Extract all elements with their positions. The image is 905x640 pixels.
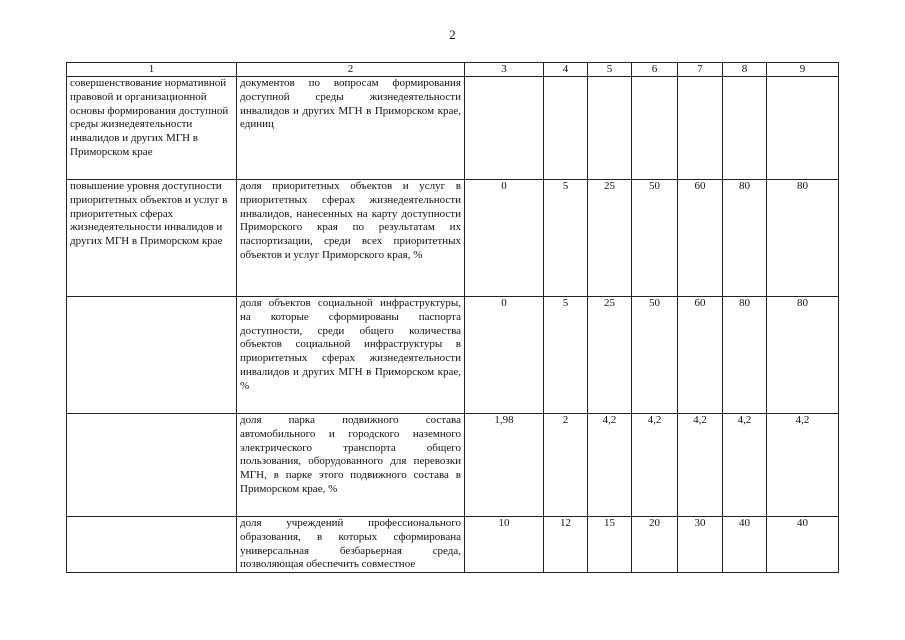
value-cell — [465, 77, 544, 180]
table-row — [67, 77, 839, 180]
column-header: 7 — [678, 63, 723, 77]
value-cell: 50 — [632, 180, 678, 297]
value-cell: 80 — [723, 297, 767, 414]
table-header-row — [67, 63, 839, 77]
indicator-cell: доля приоритетных объектов и услуг в приоритетных сферах жизнедеятельности инвалидов, нанесенных на карту доступности Приморского края по результатам их паспортизации, среди всех приоритетных объектов и услуг Приморского края, % — [237, 180, 465, 297]
value-cell: 5 — [544, 297, 588, 414]
goal-cell — [67, 414, 237, 517]
value-cell: 2 — [544, 414, 588, 517]
value-cell: 80 — [767, 297, 839, 414]
value-cell: 0 — [465, 297, 544, 414]
indicator-cell — [237, 517, 465, 573]
page-number: 2 — [449, 27, 456, 42]
value-cell: 60 — [678, 180, 723, 297]
value-cell: 80 — [767, 180, 839, 297]
table-row — [67, 180, 839, 297]
value-cell: 60 — [678, 297, 723, 414]
value-cell: 4,2 — [678, 414, 723, 517]
value-cell — [723, 77, 767, 180]
column-header: 2 — [237, 63, 465, 77]
value-cell: 4,2 — [767, 414, 839, 517]
value-cell: 25 — [588, 297, 632, 414]
indicator-cell: доля объектов социальной инфраструктуры, на которые сформированы паспорта доступности, среди общего количества объектов социальной инфраструктуры в приоритетных сферах жизнедеятельности инвалидов и других МГН в Приморском крае, % — [237, 297, 465, 414]
column-header: 8 — [723, 63, 767, 77]
value-cell: 15 — [588, 517, 632, 573]
goal-cell — [67, 517, 237, 573]
value-cell: 50 — [632, 297, 678, 414]
value-cell: 25 — [588, 180, 632, 297]
value-cell: 5 — [544, 180, 588, 297]
column-header: 9 — [767, 63, 839, 77]
column-header: 4 — [544, 63, 588, 77]
goal-cell: совершенствование нормативной правовой и организационной основы формирования доступной среды жизнедеятельности инвалидов и других МГН в Приморском крае — [67, 77, 237, 180]
value-cell: 12 — [544, 517, 588, 573]
table-row — [67, 517, 839, 573]
indicator-cell: доля парка подвижного состава автомобильного и городского наземного электрического транспорта общего пользования, оборудованного для перевозки МГН, в парке этого подвижного состава в Приморском крае, % — [237, 414, 465, 517]
value-cell: 30 — [678, 517, 723, 573]
indicator-text: доля учреждений профессионального образования, в которых сформирована универсальная безбарьерная среда, позволяющая обеспечить совместное — [240, 517, 461, 571]
value-cell: 4,2 — [632, 414, 678, 517]
value-cell: 40 — [723, 517, 767, 573]
table-row — [67, 414, 839, 517]
indicator-cell: документов по вопросам формирования доступной среды жизнедеятельности инвалидов и других МГН в Приморском крае, единиц — [237, 77, 465, 180]
column-header: 1 — [67, 63, 237, 77]
column-header: 6 — [632, 63, 678, 77]
table-row — [67, 297, 839, 414]
value-cell — [632, 77, 678, 180]
column-header: 5 — [588, 63, 632, 77]
value-cell: 80 — [723, 180, 767, 297]
goal-cell — [67, 297, 237, 414]
goal-cell: повышение уровня доступности приоритетных объектов и услуг в приоритетных сферах жизнедеятельности инвалидов и других МГН в Приморском крае — [67, 180, 237, 297]
value-cell: 10 — [465, 517, 544, 573]
value-cell: 20 — [632, 517, 678, 573]
value-cell — [678, 77, 723, 180]
value-cell: 4,2 — [588, 414, 632, 517]
indicators-table — [66, 62, 839, 573]
value-cell — [588, 77, 632, 180]
value-cell: 1,98 — [465, 414, 544, 517]
value-cell: 4,2 — [723, 414, 767, 517]
value-cell: 0 — [465, 180, 544, 297]
value-cell — [767, 77, 839, 180]
column-header: 3 — [465, 63, 544, 77]
value-cell: 40 — [767, 517, 839, 573]
value-cell — [544, 77, 588, 180]
